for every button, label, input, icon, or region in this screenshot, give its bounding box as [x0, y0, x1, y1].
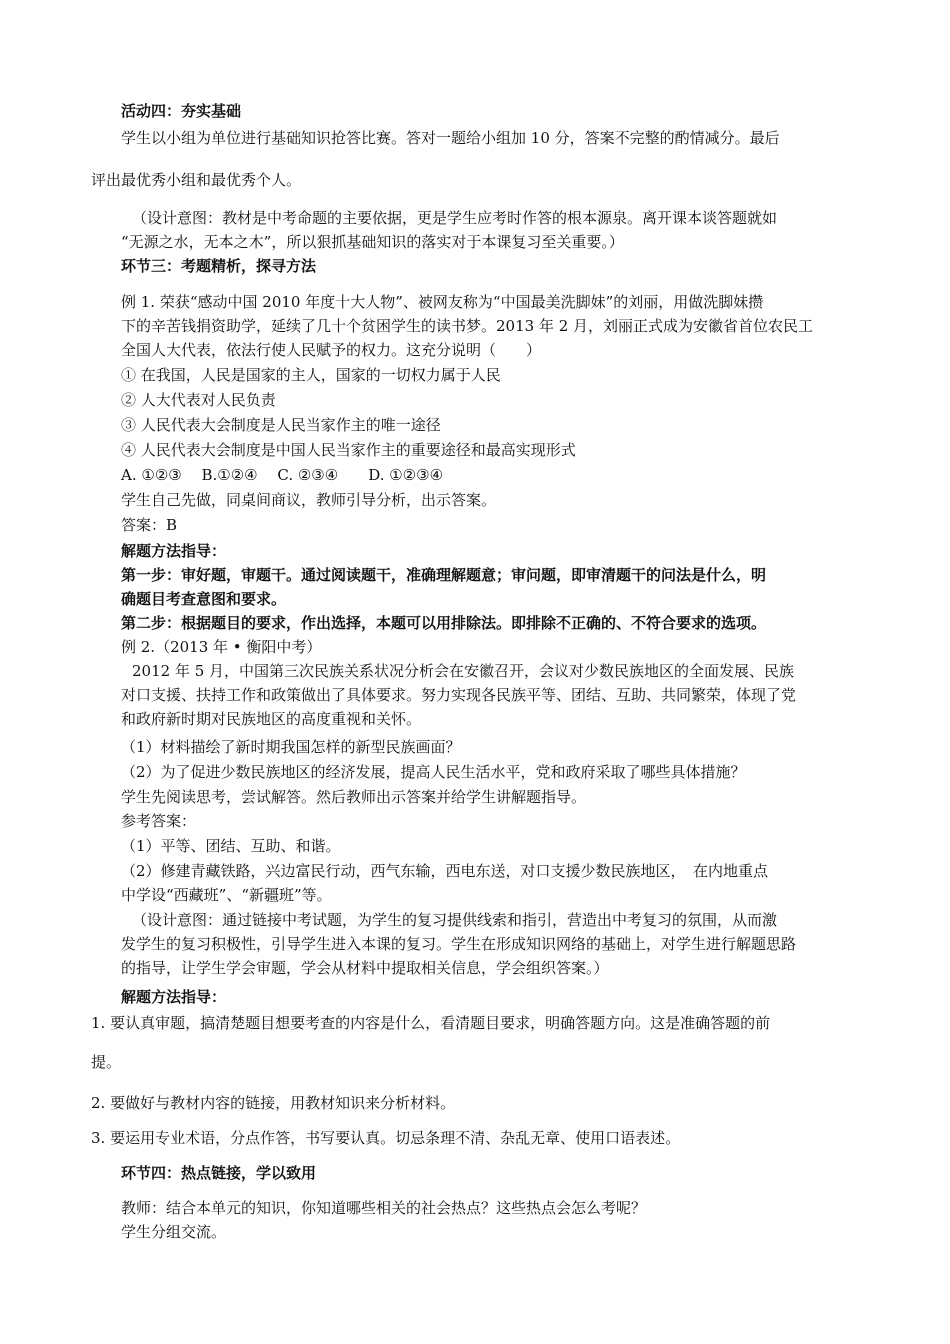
design-intent-line: （设计意图：通过链接中考试题，为学生的复习提供线索和指引，营造出中考复习的氛围，从而激 [132, 911, 778, 929]
example1-line: 下的辛苦钱捐资助学，延续了几十个贫困学生的读书梦。2013 年 2 月，刘丽正式成为安徽省首位农民工 [121, 317, 814, 335]
question-item: （2）为了促进少数民族地区的经济发展，提高人民生活水平，党和政府采取了哪些具体措施？ [121, 763, 746, 781]
example2-line: 2012 年 5 月，中国第三次民族关系状况分析会在安徽召开，会议对少数民族地区的全面发展、民族 [132, 662, 795, 680]
method-heading: 解题方法指导： [121, 542, 227, 560]
tip-line: 3. 要运用专业术语，分点作答，书写要认真。切忌条理不清、杂乱无章、使用口语表述。 [91, 1129, 681, 1147]
tip-line: 1. 要认真审题，搞清楚题目想要考查的内容是什么，看清题目要求，明确答题方向。这是准确答题的前 [91, 1014, 771, 1032]
design-intent-line: 发学生的复习积极性，引导学生进入本课的复习。学生在形成知识网络的基础上，对学生进行解题思路 [121, 935, 797, 953]
example1-line: 全国人大代表，依法行使人民赋予的权力。这充分说明（ ） [121, 341, 542, 359]
answer-choices: A. ①②③ B.①②④ C. ②③④ D. ①②③④ [121, 466, 444, 484]
activity4-paragraph-line: 评出最优秀小组和最优秀个人。 [91, 171, 302, 189]
teacher-text: 教师：结合本单元的知识，你知道哪些相关的社会热点？这些热点会怎么考呢？ [121, 1199, 647, 1217]
design-intent-line: 的指导，让学生学会审题，学会从材料中提取相关信息，学会组织答案。） [121, 959, 609, 977]
example2-line: 和政府新时期对民族地区的高度重视和关怀。 [121, 710, 422, 728]
activity4-heading: 活动四：夯实基础 [121, 102, 242, 120]
tip-line: 2. 要做好与教材内容的链接，用教材知识来分析材料。 [91, 1094, 456, 1112]
example2-line: 对口支援、扶持工作和政策做出了具体要求。努力实现各民族平等、团结、互助、共同繁荣，体现了党 [121, 686, 797, 704]
option-item: ① 在我国，人民是国家的主人，国家的一切权力属于人民 [121, 366, 501, 384]
option-item: ③ 人民代表大会制度是人民当家作主的唯一途径 [121, 416, 441, 434]
answer-text: 答案：B [121, 516, 178, 534]
step1-line: 第一步：审好题，审题干。通过阅读题干，准确理解题意；审问题，即审清题干的问法是什么，明 [121, 566, 767, 584]
section3-heading: 环节三：考题精析，探寻方法 [121, 257, 317, 275]
answer-item: 中学设“西藏班”、“新疆班”等。 [121, 886, 332, 904]
answer-item: （1）平等、团结、互助、和谐。 [121, 837, 341, 855]
design-intent-line: “无源之水，无本之木”，所以狠抓基础知识的落实对于本课复习至关重要。） [121, 233, 624, 251]
design-intent-line: （设计意图：教材是中考命题的主要依据，更是学生应考时作答的根本源泉。离开课本谈答题就如 [132, 209, 778, 227]
process-text: 学生先阅读思考，尝试解答。然后教师出示答案并给学生讲解题指导。 [121, 788, 587, 806]
option-item: ④ 人民代表大会制度是中国人民当家作主的重要途径和最高实现形式 [121, 441, 576, 459]
section4-heading: 环节四：热点链接，学以致用 [121, 1164, 317, 1182]
step1-line: 确题目考查意图和要求。 [121, 590, 287, 608]
tip-line: 提。 [91, 1053, 122, 1071]
students-text: 学生分组交流。 [121, 1223, 227, 1241]
method2-heading: 解题方法指导： [121, 988, 227, 1006]
step2-text: 第二步：根据题目的要求，作出选择，本题可以用排除法。即排除不正确的、不符合要求的选项。 [121, 614, 767, 632]
answer-item: （2）修建青藏铁路，兴边富民行动，西气东输，西电东送，对口支援少数民族地区， 在内地重点 [121, 862, 769, 880]
option-item: ② 人大代表对人民负责 [121, 391, 276, 409]
reference-answer-label: 参考答案： [121, 812, 197, 830]
activity4-paragraph-line: 学生以小组为单位进行基础知识抢答比赛。答对一题给小组加 10 分，答案不完整的酌情减分。最后 [121, 129, 780, 147]
example1-line: 例 1. 荣获“感动中国 2010 年度十大人物”、被网友称为“中国最美洗脚妹”的刘丽，用做洗脚妹攒 [121, 293, 764, 311]
question-item: （1）材料描绘了新时期我国怎样的新型民族画面？ [121, 738, 461, 756]
process-text: 学生自己先做，同桌间商议，教师引导分析，出示答案。 [121, 491, 497, 509]
example2-title: 例 2.（2013 年 • 衡阳中考） [121, 638, 322, 656]
